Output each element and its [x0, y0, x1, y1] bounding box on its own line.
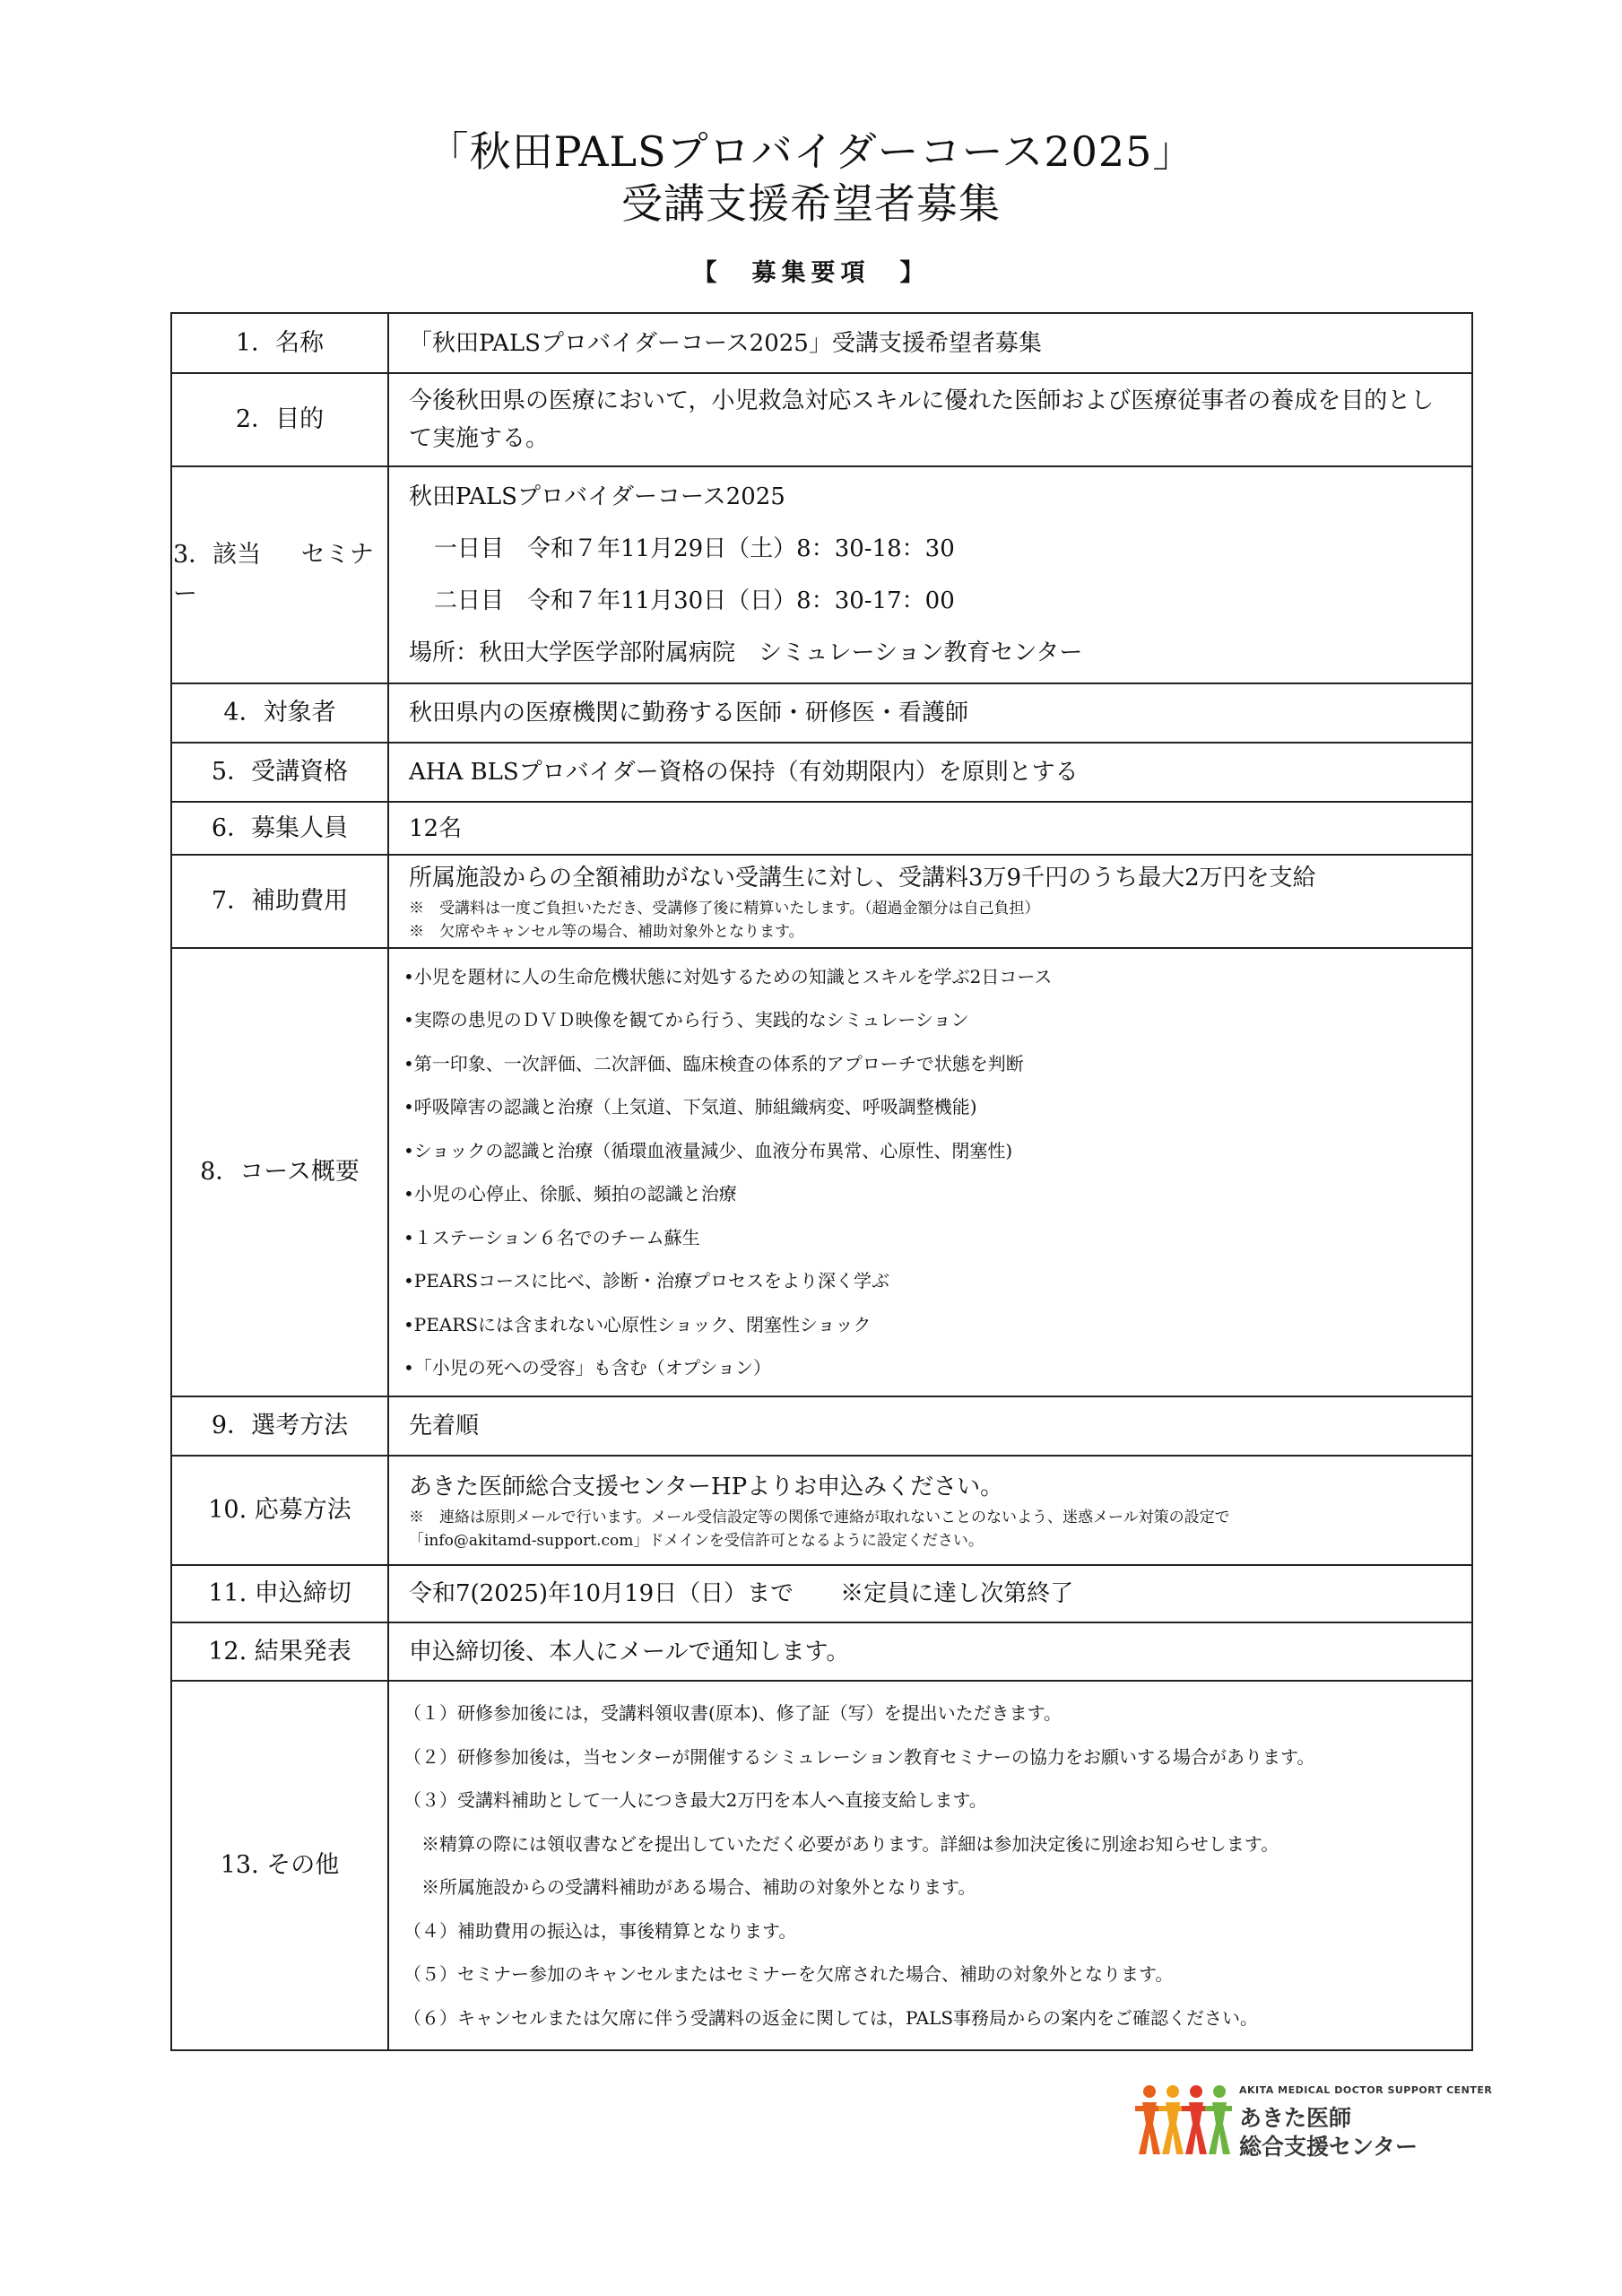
section-heading: 【 募集要項 】 [692, 259, 930, 287]
table-row-application [171, 1456, 1472, 1565]
overview-item: •１ステーション６名でのチーム蘇生 [403, 1226, 700, 1248]
logo-name-line-1: あきた医師 [1239, 2105, 1352, 2131]
row-label: 1．名称 [171, 313, 388, 373]
overview-item: •第一印象、一次評価、二次評価、臨床検査の体系的アプローチで状態を判断 [403, 1052, 1024, 1074]
subsidy-text: 所属施設からの全額補助がない受講生に対し、受講料3万9千円のうち最大2万円を支給 [409, 865, 1316, 891]
row-content [388, 855, 1472, 948]
overview-item: •ショックの認識と治療（循環血液量減少、血液分布異常、心原性、閉塞性) [403, 1139, 1013, 1161]
application-note-2: 「info@akitamd-support.com」ドメインを受信許可となるように設定ください。 [409, 1532, 984, 1550]
table-row-deadline [171, 1565, 1472, 1622]
other-item: （２）研修参加後は，当センターが開催するシミュレーション教育セミナーの協力をお願いする場合があります。 [403, 1745, 1315, 1768]
document-title [0, 126, 1622, 230]
row-content [388, 466, 1472, 683]
table-row-name [171, 313, 1472, 373]
venue: 場所：秋田大学医学部附属病院 シミュレーション教育センター [409, 639, 1083, 666]
logo-caption: AKITA MEDICAL DOCTOR SUPPORT CENTER [1239, 2084, 1493, 2096]
overview-item: •小児を題材に人の生命危機状態に対処するための知識とスキルを学ぶ2日コース [403, 965, 1053, 987]
overview-item: •PEARSには含まれない心原性ショック、閉塞性ショック [403, 1313, 872, 1335]
row-content: 秋田県内の医療機関に勤務する医師・研修医・看護師 [388, 683, 1472, 743]
other-item: （３）受講料補助として一人につき最大2万円を本人へ直接支給します。 [403, 1789, 987, 1811]
row-label: 5．受講資格 [171, 743, 388, 802]
table-row-selection [171, 1396, 1472, 1456]
overview-item: •実際の患児のＤＶＤ映像を観てから行う、実践的なシミュレーション [403, 1009, 969, 1031]
row-label: 11. 申込締切 [171, 1565, 388, 1622]
course-name: 秋田PALSプロバイダーコース2025 [409, 483, 785, 510]
row-label: 7．補助費用 [171, 855, 388, 948]
row-label: 12. 結果発表 [171, 1622, 388, 1681]
overview-item: •PEARSコースに比べ、診断・治療プロセスをより深く学ぶ [403, 1270, 890, 1292]
application-note-1: ※ 連絡は原則メールで行います。メール受信設定等の関係で連絡が取れないことのないよう、迷惑メール対策の設定で [409, 1509, 1230, 1526]
table-row-capacity [171, 802, 1472, 855]
row-label: 6．募集人員 [171, 802, 388, 855]
row-content [388, 1681, 1472, 2050]
row-content [388, 948, 1472, 1396]
logo-figure [1158, 2085, 1187, 2154]
overview-item: •呼吸障害の認識と治療（上気道、下気道、肺組織病変、呼吸調整機能) [403, 1096, 977, 1118]
row-label: 4．対象者 [171, 683, 388, 743]
row-content: 申込締切後、本人にメールで通知します。 [388, 1622, 1472, 1681]
row-content [388, 1456, 1472, 1565]
row-label: 13. その他 [171, 1681, 388, 2050]
row-content: AHA BLSプロバイダー資格の保持（有効期限内）を原則とする [388, 743, 1472, 802]
logo-figure [1205, 2085, 1232, 2154]
row-label: 10. 応募方法 [171, 1456, 388, 1565]
logo-figure [1182, 2085, 1210, 2154]
table-row-seminar [171, 466, 1472, 683]
table-row-target [171, 683, 1472, 743]
logo-figure [1135, 2085, 1164, 2154]
day-1: 一日目 令和７年11月29日（土）8：30-18：30 [434, 535, 955, 562]
row-content: 「秋田PALSプロバイダーコース2025」受講支援希望者募集 [388, 313, 1472, 373]
requirements-table [170, 312, 1473, 2051]
overview-item: •小児の心停止、徐脈、頻拍の認識と治療 [403, 1183, 737, 1205]
day-2: 二日目 令和７年11月30日（日）8：30-17：00 [434, 587, 955, 614]
title-line-1: 「秋田PALSプロバイダーコース2025」 [427, 127, 1195, 176]
other-item: （６）キャンセルまたは欠席に伴う受講料の返金に関しては，PALS事務局からの案内をご確認ください。 [403, 2006, 1259, 2029]
other-item: （４）補助費用の振込は，事後精算となります。 [403, 1919, 797, 1942]
row-content: 先着順 [388, 1396, 1472, 1456]
row-label: 8．コース概要 [171, 948, 388, 1396]
other-item: ※所属施設からの受講料補助がある場合、補助の対象外となります。 [403, 1876, 976, 1898]
table-row-qualification [171, 743, 1472, 802]
center-logo [1132, 2079, 1493, 2160]
subsidy-note-1: ※ 受講料は一度ご負担いただき、受講修了後に精算いたします。（超過金額分は自己負担） [409, 900, 1040, 918]
subsidy-note-2: ※ 欠席やキャンセル等の場合、補助対象外となります。 [409, 923, 804, 941]
row-content: 12名 [388, 802, 1472, 855]
row-content: 令和7(2025)年10月19日（日）まで ※定員に達し次第終了 [388, 1565, 1472, 1622]
title-line-2: 受講支援希望者募集 [621, 179, 1001, 228]
overview-item: •「小児の死への受容」も含む（オプション） [403, 1357, 771, 1378]
table-row-subsidy [171, 855, 1472, 948]
application-text: あきた医師総合支援センターHPよりお申込みください。 [409, 1474, 1004, 1500]
other-item: （１）研修参加後には，受講料領収書(原本)、修了証（写）を提出いただきます。 [403, 1702, 1063, 1724]
table-row-results [171, 1622, 1472, 1681]
row-label: 2．目的 [171, 373, 388, 466]
row-content: 今後秋田県の医療において，小児救急対応スキルに優れた医師および医療従事者の養成を目的として実施する。 [388, 373, 1472, 466]
table-row-overview [171, 948, 1472, 1396]
table-row-other [171, 1681, 1472, 2050]
other-item: （５）セミナー参加のキャンセルまたはセミナーを欠席された場合、補助の対象外となります。 [403, 1963, 1174, 1985]
table-row-purpose [171, 373, 1472, 466]
row-label: 9．選考方法 [171, 1396, 388, 1456]
people-logo-icon [1132, 2079, 1232, 2160]
other-item: ※精算の際には領収書などを提出していただく必要があります。詳細は参加決定後に別途お知らせします。 [403, 1832, 1279, 1855]
row-label: 3．該当 セミナー [171, 466, 388, 683]
logo-name-line-2: 総合支援センター [1239, 2134, 1418, 2160]
